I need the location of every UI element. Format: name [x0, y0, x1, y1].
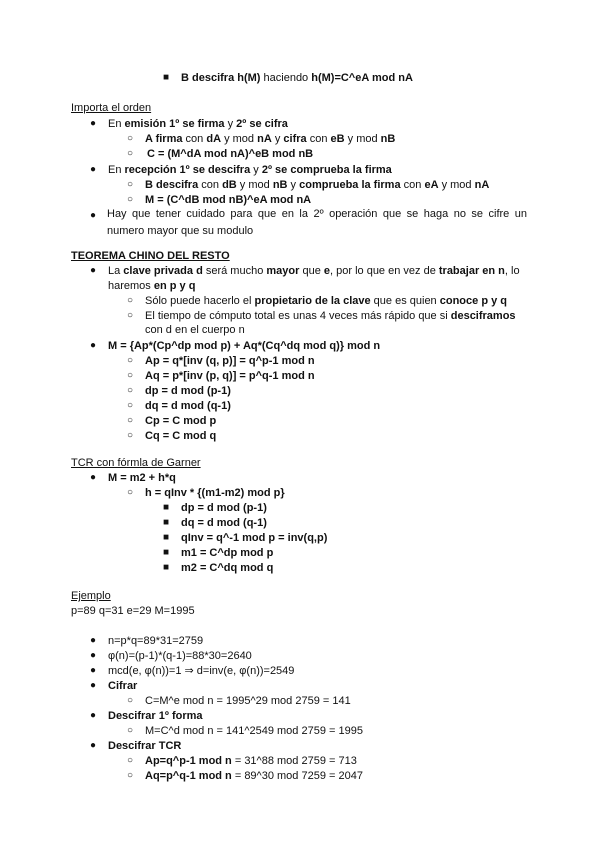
circle-bullet-icon: ○ — [127, 295, 134, 306]
circle-bullet-icon: ○ — [127, 487, 134, 498]
example-cifrar: Cifrar — [108, 680, 138, 692]
s2-bullet-1a: Sólo puede hacerlo el propietario de la clave que es quien conoce p y q — [145, 295, 507, 307]
disc-bullet-icon: ● — [90, 472, 97, 483]
s2-bullet-2: M = {Ap*(Cp^dp mod p) + Aq*(Cq^dq mod q)} mod n — [108, 340, 381, 352]
heading-tcr-garner: TCR con fórmla de Garner — [71, 457, 201, 469]
s3-item-dq: dq = d mod (q-1) — [181, 517, 267, 529]
example-tcr-aq: Aq=p^q-1 mod n = 89^30 mod 7259 = 2047 — [145, 770, 363, 782]
s1-bullet-1: En emisión 1º se firma y 2º se cifra — [108, 118, 288, 130]
example-mcd: mcd(e, φ(n))=1 ⇒ d=inv(e, φ(n))=2549 — [108, 665, 295, 677]
circle-bullet-icon: ○ — [127, 725, 134, 736]
s2-item-cp: Cp = C mod p — [145, 415, 217, 427]
s2-item-dp: dp = d mod (p-1) — [145, 385, 231, 397]
circle-bullet-icon: ○ — [127, 385, 134, 396]
s2-bullet-1-cont: haremos en p y q — [108, 280, 196, 292]
s1-bullet-1b: C = (M^dA mod nA)^eB mod nB — [147, 148, 314, 160]
disc-bullet-icon: ● — [90, 635, 97, 646]
circle-bullet-icon: ○ — [127, 179, 134, 190]
circle-bullet-icon: ○ — [127, 770, 134, 781]
s3-bullet-1a: h = qInv * {(m1-m2) mod p} — [145, 487, 285, 499]
square-bullet-icon: ■ — [163, 517, 170, 528]
s3-item-qinv: qInv = q^-1 mod p = inv(q,p) — [181, 532, 328, 544]
disc-bullet-icon: ● — [90, 650, 97, 661]
disc-bullet-icon: ● — [90, 710, 97, 721]
s2-item-dq: dq = d mod (q-1) — [145, 400, 231, 412]
s2-bullet-1: La clave privada d será mucho mayor que e, por lo que en vez de trabajar en n, lo — [108, 265, 520, 277]
circle-bullet-icon: ○ — [127, 370, 134, 381]
s3-item-dp: dp = d mod (p-1) — [181, 502, 267, 514]
s3-item-m2: m2 = C^dq mod q — [181, 562, 274, 574]
circle-bullet-icon: ○ — [127, 355, 134, 366]
disc-bullet-icon: ● — [90, 265, 97, 276]
s1-bullet-1a: A firma con dA y mod nA y cifra con eB y mod nB — [145, 133, 396, 145]
square-bullet-icon: ■ — [163, 502, 170, 513]
disc-bullet-icon: ● — [90, 340, 97, 351]
s2-bullet-1b-cont: con d en el cuerpo n — [145, 324, 245, 336]
circle-bullet-icon: ○ — [127, 133, 134, 144]
s3-item-m1: m1 = C^dp mod p — [181, 547, 274, 559]
example-descifrar-1: Descifrar 1º forma — [108, 710, 203, 722]
disc-bullet-icon: ● — [90, 210, 97, 221]
square-bullet-icon: ■ — [163, 547, 170, 558]
s2-item-aq: Aq = p*[inv (p, q)] = p^q-1 mod n — [145, 370, 315, 382]
heading-ejemplo: Ejemplo — [71, 590, 111, 602]
circle-bullet-icon: ○ — [127, 310, 134, 321]
top-line: B descifra h(M) haciendo h(M)=C^eA mod nA — [181, 72, 413, 84]
disc-bullet-icon: ● — [90, 740, 97, 751]
s3-bullet-1: M = m2 + h*q — [108, 472, 176, 484]
s2-bullet-1b: El tiempo de cómputo total es unas 4 veces más rápido que si desciframos — [145, 310, 516, 322]
heading-teorema-chino: TEOREMA CHINO DEL RESTO — [71, 250, 230, 262]
circle-bullet-icon: ○ — [127, 148, 134, 159]
circle-bullet-icon: ○ — [127, 400, 134, 411]
circle-bullet-icon: ○ — [127, 415, 134, 426]
square-bullet-icon: ■ — [163, 72, 170, 83]
disc-bullet-icon: ● — [90, 680, 97, 691]
s2-item-ap: Ap = q*[inv (q, p)] = q^p-1 mod n — [145, 355, 315, 367]
square-bullet-icon: ■ — [163, 532, 170, 543]
heading-importa-orden: Importa el orden — [71, 102, 152, 114]
s1-bullet-3: Hay que tener cuidado para que en la 2º operación que se haga no se cifre un numero mayor que su modulo — [107, 208, 527, 237]
s2-item-cq: Cq = C mod q — [145, 430, 217, 442]
example-params: p=89 q=31 e=29 M=1995 — [71, 605, 195, 617]
circle-bullet-icon: ○ — [127, 755, 134, 766]
example-phi: φ(n)=(p-1)*(q-1)=88*30=2640 — [108, 650, 252, 662]
s1-bullet-2a: B descifra con dB y mod nB y comprueba la firma con eA y mod nA — [145, 179, 490, 191]
example-descifrar-tcr: Descifrar TCR — [108, 740, 182, 752]
example-cifrar-calc: C=M^e mod n = 1995^29 mod 2759 = 141 — [145, 695, 351, 707]
circle-bullet-icon: ○ — [127, 695, 134, 706]
disc-bullet-icon: ● — [90, 665, 97, 676]
example-tcr-ap: Ap=q^p-1 mod n = 31^88 mod 2759 = 713 — [145, 755, 357, 767]
square-bullet-icon: ■ — [163, 562, 170, 573]
s1-bullet-2b: M = (C^dB mod nB)^eA mod nA — [145, 194, 312, 206]
example-descifrar-1-calc: M=C^d mod n = 141^2549 mod 2759 = 1995 — [145, 725, 363, 737]
circle-bullet-icon: ○ — [127, 430, 134, 441]
example-n: n=p*q=89*31=2759 — [108, 635, 204, 647]
s1-bullet-2: En recepción 1º se descifra y 2º se comprueba la firma — [108, 164, 392, 176]
disc-bullet-icon: ● — [90, 118, 97, 129]
circle-bullet-icon: ○ — [127, 194, 134, 205]
disc-bullet-icon: ● — [90, 164, 97, 175]
